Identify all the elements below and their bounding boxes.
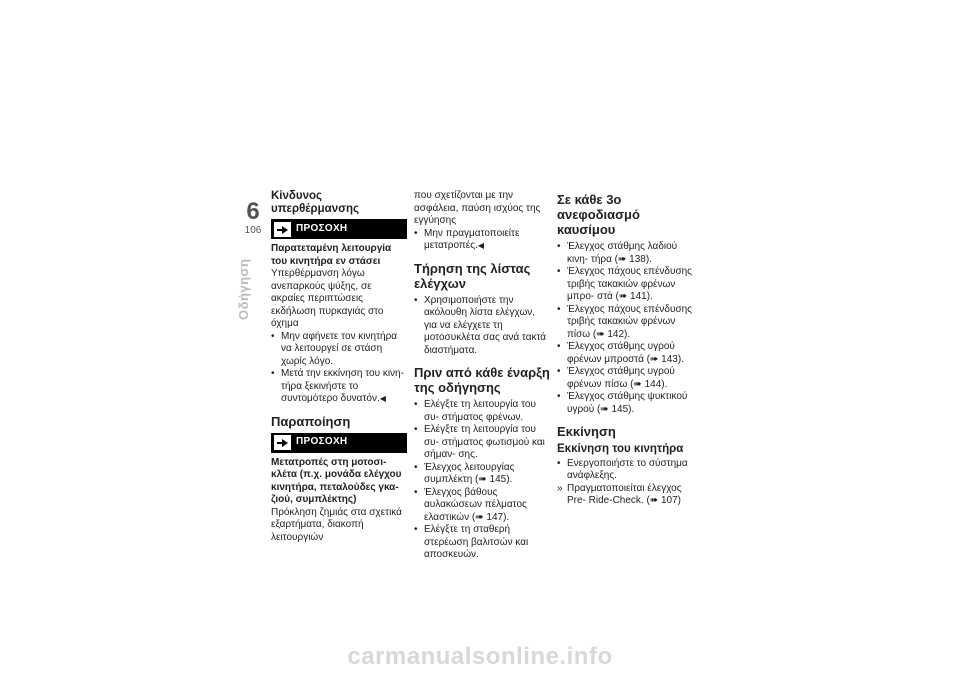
page-number: 106 (244, 225, 262, 236)
list-item: • Έλεγχος στάθμης υγρού φρένων πίσω (➠ 144). (557, 366, 699, 391)
list-item: • Μην αφήνετε τον κινητήρα να λειτουργεί σε στάση χωρίς λόγο. (271, 331, 407, 369)
list-item: • Έλεγχος στάθμης ψυκτικού υγρού (➠ 145). (557, 391, 699, 416)
list-item-text: Μην πραγματοποιείτε μετατροπές. (424, 227, 520, 251)
warning-text: Υπερθέρμανση λόγω ανεπαρκούς ψύξης, σε ακραίες περιπτώσεις εκδήλωση πυρκαγιάς στο όχημα (271, 268, 384, 329)
warning-text: Πρόκληση ζημιάς στα σχετικά εξαρτήματα, διακοπή λειτουργιών (271, 506, 402, 543)
column-3 (557, 190, 699, 508)
column-2 (414, 190, 550, 562)
caution-icon (274, 435, 291, 450)
list-item: • Ελέγξτε τη σταθερή στερέωση βαλιτσών και αποσκευών. (414, 524, 550, 562)
warning-title: Μετατροπές στη μοτοσι- κλέτα (π.χ. μονάδα ελέγχου κινητήρα, πεταλούδες γκα- ζιού, συμπλέκτης) (271, 456, 402, 505)
list-item-text: Μετά την εκκίνηση του κινη- τήρα ξεκινήστε το συντομότερο δυνατόν. (281, 368, 404, 404)
chapter-number: 6 (246, 198, 260, 225)
watermark: carmanualsonline.info (347, 643, 613, 670)
list-item: • Ελέγξτε τη λειτουργία του συ- στήματος φωτισμού και σήμαν- σης. (414, 424, 550, 462)
before-ride-heading: Πριν από κάθε έναρξη της οδήγησης (414, 365, 550, 395)
warning-bar (271, 219, 407, 239)
start-heading: Εκκίνηση (557, 424, 616, 439)
warning-title: Παρατεταμένη λειτουργία του κινητήρα εν στάσει (271, 243, 392, 267)
list-item (414, 228, 550, 253)
list-item: • Έλεγχος στάθμης υγρού φρένων μπροστά (➠ 143). (557, 341, 699, 366)
caution-icon (274, 222, 291, 237)
warning-label: ΠΡΟΣΟΧΗ (296, 436, 348, 448)
warning-bar (271, 433, 407, 453)
checklist-heading: Τήρηση της λίστας ελέγχων (414, 260, 531, 291)
list-item: • Έλεγχος πάχους επένδυσης τριβής τακακιών φρένων πίσω (➠ 142). (557, 304, 699, 342)
list-item: • Χρησιμοποιήστε την ακόλουθη λίστα ελέγχων, για να ελέγχετε τη μοτοσυκλέτα σας ανά τακτά διαστήματα. (414, 295, 550, 358)
list-item: • Έλεγχος στάθμης λαδιού κινη- τήρα (➠ 138). (557, 241, 699, 266)
continued-text: που σχετίζονται με την ασφάλεια, παύση ισχύος της εγγύησης (414, 190, 541, 226)
column-1 (271, 190, 407, 544)
list-item: • Έλεγχος βάθους αυλακώσεων πέλματος ελαστικών (➠ 147). (414, 487, 550, 525)
overheat-heading: Κίνδυνος υπερθέρμανσης (271, 190, 359, 215)
tampering-heading: Παραποίηση (271, 413, 351, 429)
list-item: • Έλεγχος πάχους επένδυσης τριβής τακακιών φρένων μπρο- στά (➠ 141). (557, 266, 699, 304)
engine-start-heading: Εκκίνηση του κινητήρα (557, 443, 684, 455)
list-item (271, 368, 407, 406)
warning-label: ΠΡΟΣΟΧΗ (296, 222, 348, 234)
chapter-title: Οδήγηση (236, 258, 251, 320)
refuel-heading: Σε κάθε 3ο ανεφοδιασμό καυσίμου (557, 192, 640, 237)
end-mark-icon: ◀ (477, 241, 484, 250)
list-item: • Έλεγχος λειτουργίας συμπλέκτη (➠ 145). (414, 462, 550, 487)
list-item: • Ελέγξτε τη λειτουργία του συ- στήματος φρένων. (414, 399, 550, 424)
list-item: • Ενεργοποιήστε το σύστημα ανάφλεξης. (557, 458, 699, 483)
result-item: » Πραγματοποιείται έλεγχος Pre- Ride-Check. (➠ 107) (557, 483, 699, 508)
end-mark-icon: ◀ (379, 394, 386, 403)
